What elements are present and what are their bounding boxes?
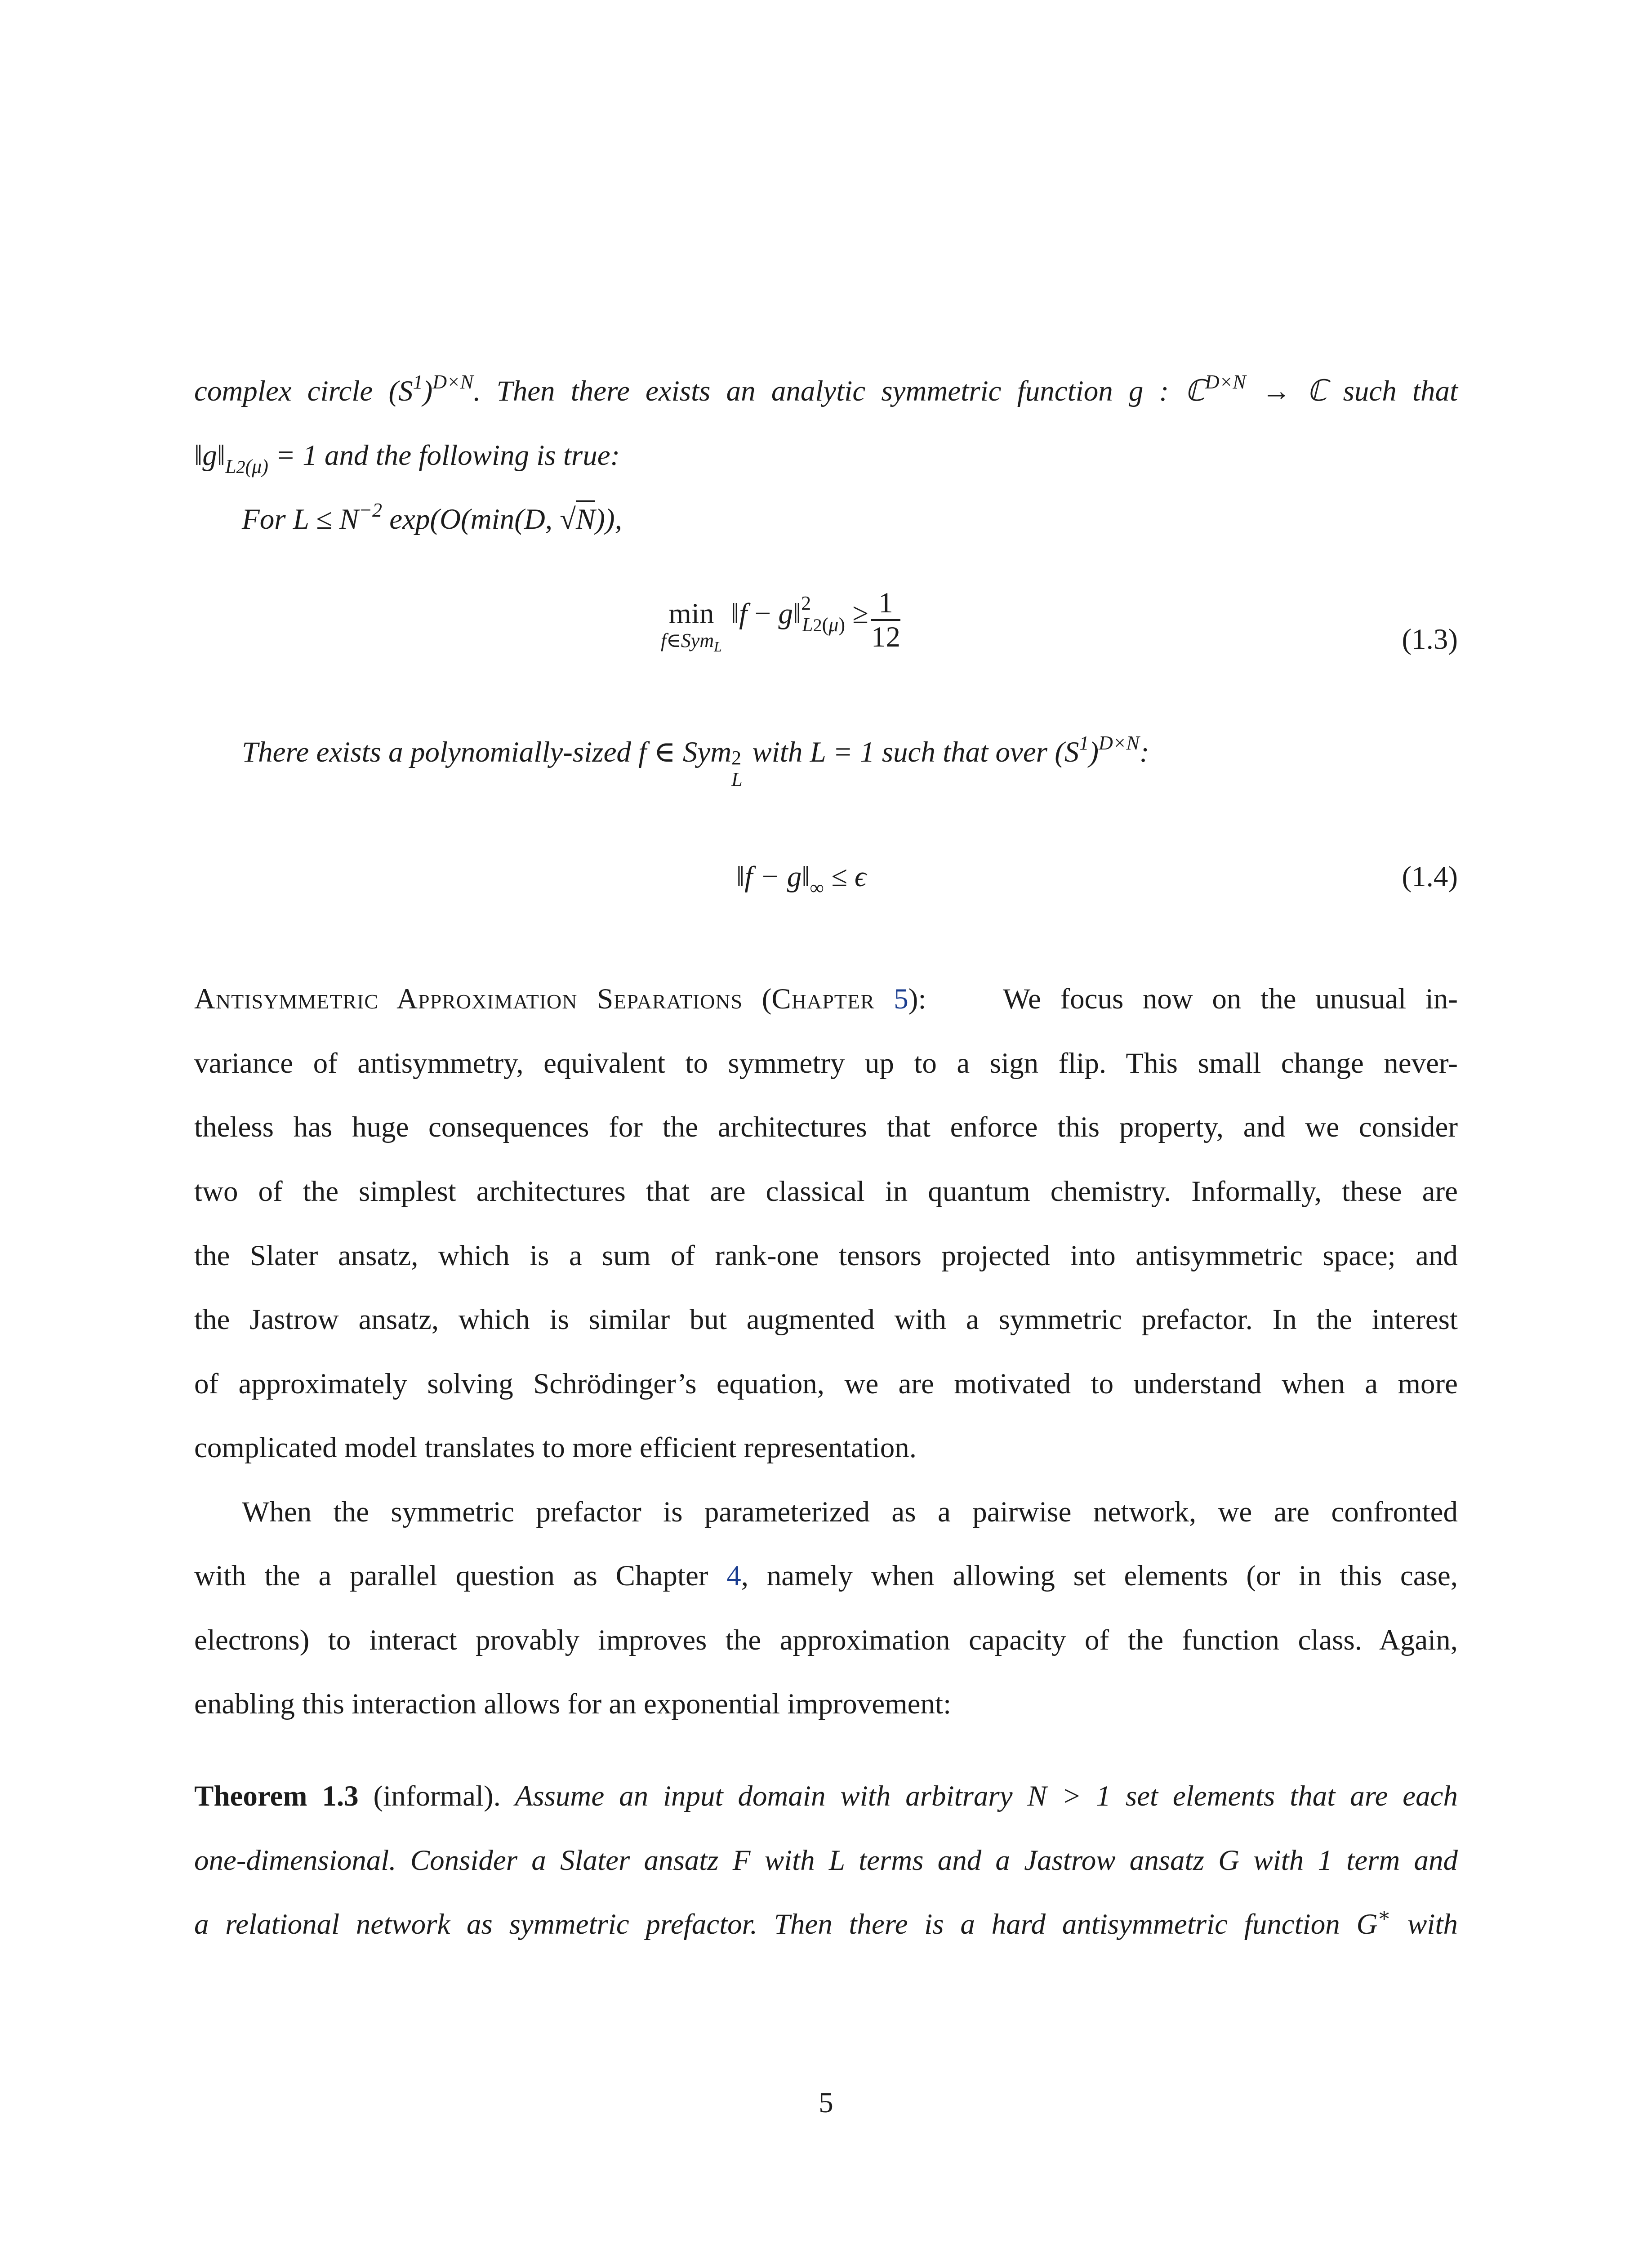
chapter-word: Chapter <box>771 983 875 1015</box>
paragraph-line: variance of antisymmetry, equivalent to symmetry up to a sign flip. This small change never- <box>194 1047 1458 1079</box>
equation-number-1-4: (1.4) <box>1402 861 1458 893</box>
text-fragment: ( <box>743 983 772 1015</box>
page-number: 5 <box>819 2087 833 2119</box>
fraction-denominator: 12 <box>871 621 900 653</box>
sqrt-argument: N <box>576 500 595 535</box>
paragraph-line: complicated model translates to more efficient representation. <box>194 1432 917 1464</box>
text-fragment: )), <box>595 503 622 535</box>
section-heading: Antisymmetric Approximation Separations <box>194 983 743 1015</box>
fraction <box>871 587 900 653</box>
text-fragment: ): <box>908 983 926 1015</box>
text-fragment: (informal). <box>358 1780 501 1812</box>
paragraph-line: enabling this interaction allows for an exponential improvement: <box>194 1688 952 1720</box>
fraction-numerator: 1 <box>871 587 900 621</box>
text-fragment: such that <box>1327 375 1458 407</box>
chapter-5-link[interactable]: 5 <box>874 983 908 1015</box>
paragraph-line: two of the simplest architectures that are classical in quantum chemistry. Informally, these are <box>194 1175 1458 1208</box>
text-fragment: : <box>1139 736 1149 768</box>
section-heading-line <box>194 979 1458 1019</box>
text-fragment: . Then there exists an analytic symmetric function <box>473 375 1129 407</box>
text-fragment: exp(O(min(D, <box>382 503 560 535</box>
text-fragment: We focus now on the unusual in- <box>1002 983 1458 1015</box>
chapter-4-link[interactable]: 4 <box>726 1560 741 1592</box>
paragraph-line: the Jastrow ansatz, which is similar but augmented with a symmetric prefactor. In the interest <box>194 1303 1458 1336</box>
text-fragment: , namely when allowing set elements (or in this case, <box>741 1560 1458 1592</box>
paragraph-line: the Slater ansatz, which is a sum of rank-one tensors projected into antisymmetric space; and <box>194 1240 1458 1272</box>
equation-number-1-3: (1.3) <box>1402 623 1458 656</box>
text-fragment: For L ≤ N <box>242 503 359 535</box>
text-fragment: complex circle <box>194 375 389 407</box>
paragraph-line: electrons) to interact provably improves the approximation capacity of the function class. Again, <box>194 1624 1458 1656</box>
paragraph-line: of approximately solving Schrödinger’s equation, we are motivated to understand when a more <box>194 1368 1458 1400</box>
equation-1-4: ‖f − $g‖_\infty \le \epsilon$ <box>736 861 867 899</box>
text-fragment: Assume an input domain with arbitrary N > 1 set elements that are each <box>500 1780 1458 1812</box>
theorem-line-2: $‖g‖_{L2(\mu)} = 1$ and the following is true: <box>194 439 620 477</box>
theorem-1-3-line-3: a relational network as symmetric prefactor. Then there is a hard antisymmetric function G∗ with <box>194 1904 1458 1940</box>
text-fragment: with <box>1391 1908 1458 1940</box>
text-fragment: with the a parallel question as Chapter <box>194 1560 727 1592</box>
paragraph-line <box>194 1556 1458 1596</box>
equation-1-3: min f∈Sym$_L$ ‖f − g‖$^2_{L2(\mu)}$ ≥ $\frac{1}{12}$ <box>661 587 900 655</box>
paragraph-line: When the symmetric prefactor is parameterized as a pairwise network, we are confronted <box>242 1496 1458 1528</box>
text-fragment: There exists a polynomially-sized f ∈ Sym <box>242 736 732 768</box>
text-fragment: with L = 1 such that over <box>745 736 1055 768</box>
theorem-line-4: There exists a polynomially-sized f ∈ Sym 2 L with L = 1 such that over $(S^1)^{D\times N}$: <box>242 732 1149 790</box>
text-fragment: a relational network as symmetric prefactor. Then there is a hard antisymmetric function G <box>194 1908 1378 1940</box>
theorem-1-3-line-1 <box>194 1776 1458 1816</box>
min-operator: min f∈Sym$_L$ <box>661 598 722 655</box>
theorem-line-3: For $L \le N^{-2}$ exp(O(min(D, √N)), <box>242 499 622 535</box>
text-fragment: = 1 and the following is true: <box>268 439 620 472</box>
paragraph-line: theless has huge consequences for the architectures that enforce this property, and we consider <box>194 1111 1458 1143</box>
theorem-line-1: complex circle $(S^1)^{D\times N}$. Then there exists an analytic symmetric function g : ℂ$^{D\times N}$ → ℂ such that <box>194 371 1458 407</box>
theorem-label: Theorem 1.3 <box>194 1780 359 1812</box>
theorem-1-3-line-2: one-dimensional. Consider a Slater ansatz F with L terms and a Jastrow ansatz G with 1 term and <box>194 1844 1458 1877</box>
